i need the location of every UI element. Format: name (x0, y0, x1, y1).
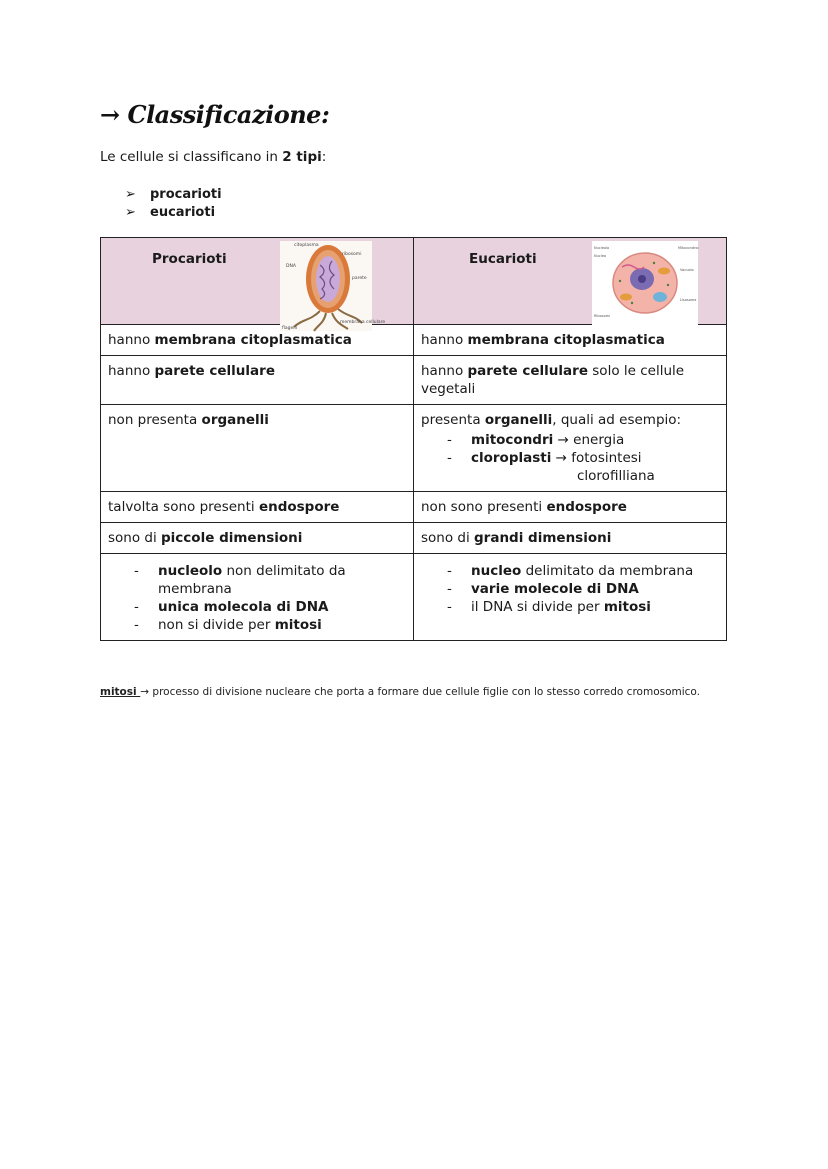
svg-text:Nucleolo: Nucleolo (594, 246, 610, 250)
table-row (101, 356, 727, 405)
svg-text:Mitocondrio: Mitocondrio (678, 246, 699, 250)
cell-procarioti: talvolta sono presenti endospore (101, 492, 414, 523)
table-row (101, 405, 727, 492)
arrow-bullet-icon: ➢ (125, 187, 136, 202)
list-item: - mitocondri → energia (447, 432, 625, 448)
footnote-term: mitosi (100, 686, 141, 698)
table-header-row (101, 238, 727, 325)
table-row (101, 492, 727, 523)
page-title: → Classificazione: (100, 100, 330, 129)
svg-text:Ribosomi: Ribosomi (594, 314, 611, 318)
header-procarioti: Procarioti citoplasma ribosomi DNA parete flagelli membrana cellulare (101, 238, 414, 325)
intro-text: Le cellule si classificano in 2 tipi: (100, 149, 327, 165)
cell-eucarioti: presenta organelli, quali ad esempio: - mitocondri → energia - cloroplasti → fotosintesi clorofilliana (414, 405, 727, 492)
list-item: - nucleolo non delimitato da membrana (134, 563, 346, 597)
cell-eucarioti: sono di grandi dimensioni (414, 523, 727, 554)
list-item: ➢ eucarioti (125, 205, 216, 220)
list-item: - unica molecola di DNA (134, 599, 329, 615)
cell-procarioti: sono di piccole dimensioni (101, 523, 414, 554)
list-item: - il DNA si divide per mitosi (447, 599, 651, 615)
eucarioti-features-list (421, 562, 719, 616)
svg-text:DNA: DNA (286, 264, 296, 269)
cell-procarioti: hanno parete cellulare (101, 356, 414, 405)
procarioti-features-list (108, 562, 406, 634)
prokaryote-cell-image (280, 241, 386, 331)
table-row (101, 325, 727, 356)
svg-text:Vacuolo: Vacuolo (680, 268, 694, 272)
cell-eucarioti: non sono presenti endospore (414, 492, 727, 523)
comparison-table (100, 237, 727, 641)
svg-text:flagelli: flagelli (282, 326, 297, 331)
svg-text:membrana cellulare: membrana cellulare (340, 320, 386, 325)
cell-procarioti: non presenta organelli (101, 405, 414, 492)
cell-eucarioti: hanno membrana citoplasmatica (414, 325, 727, 356)
footnote: mitosi → processo di divisione nucleare che porta a formare due cellule figlie con lo stesso corredo cromosomico. (100, 686, 701, 698)
svg-text:Lisosoma: Lisosoma (680, 298, 697, 302)
table-row (101, 523, 727, 554)
list-item: - non si divide per mitosi (134, 617, 322, 633)
cell-procarioti: hanno membrana citoplasmatica (101, 325, 414, 356)
list-item: - cloroplasti → fotosintesi clorofilliana (447, 450, 655, 484)
list-item: - varie molecole di DNA (447, 581, 639, 597)
types-list (125, 186, 222, 222)
arrow-bullet-icon: ➢ (125, 205, 136, 220)
header-eucarioti: Eucarioti Nucleolo Nucleo Mitocondrio Vacuolo Lisosoma Ribosomi (414, 238, 727, 325)
cell-eucarioti (414, 554, 727, 641)
list-item: ➢ procarioti (125, 187, 222, 202)
cell-eucarioti: hanno parete cellulare solo le cellule vegetali (414, 356, 727, 405)
table-row (101, 554, 727, 641)
svg-text:ribosomi: ribosomi (342, 252, 362, 257)
svg-text:Nucleo: Nucleo (594, 254, 607, 258)
svg-text:citoplasma: citoplasma (294, 243, 319, 248)
cell-procarioti (101, 554, 414, 641)
svg-text:parete: parete (352, 276, 367, 281)
organelli-list (421, 431, 719, 485)
list-item: - nucleo delimitato da membrana (447, 563, 694, 579)
eukaryote-cell-image (592, 241, 698, 325)
